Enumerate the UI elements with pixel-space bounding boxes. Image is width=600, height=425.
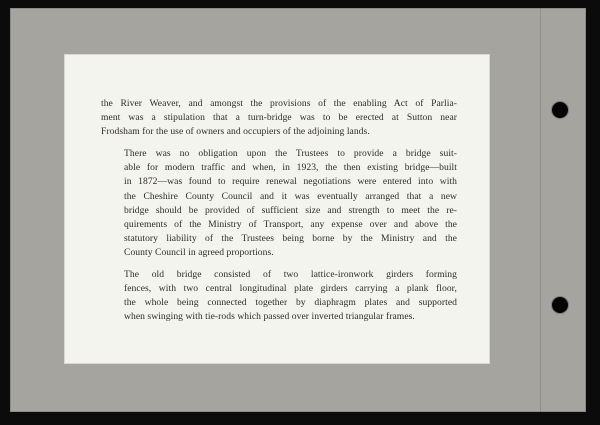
text-line: the whole being connected together by diaphragm plates and supported [124, 297, 457, 309]
album-board [10, 8, 586, 412]
text-line: ment was a stipulation that a turn-bridge was to be erected at Sutton near [101, 112, 457, 124]
paragraph-3 [101, 268, 457, 324]
paragraph-2 [101, 147, 457, 260]
text-line: able for modern traffic and when, in 1923, the then existing bridge—built [124, 162, 457, 174]
text-line: The old bridge consisted of two lattice-ironwork girders forming [124, 269, 457, 281]
punch-hole-top [552, 102, 568, 118]
text-line: Frodsham for the use of owners and occupiers of the adjoining lands. [101, 126, 370, 138]
text-line: bridge should be provided of sufficient size and strength to meet the re- [124, 204, 457, 216]
document-page [65, 55, 489, 363]
text-line: when swinging with tie-rods which passed over inverted triangular frames. [124, 311, 415, 323]
body-text [101, 97, 457, 332]
text-line: County Council in agreed proportions. [124, 246, 274, 258]
board-fold-line [540, 8, 541, 412]
text-line: fences, with two central longitudinal plate girders carrying a plank floor, [124, 283, 457, 295]
text-line: the Cheshire County Council and it was eventually arranged that a new [124, 190, 457, 202]
text-line: in 1872—was found to require renewal negotiations were entered into with [124, 176, 457, 188]
punch-hole-bottom [552, 297, 568, 313]
text-line: quirements of the Ministry of Transport, any expense over and above the [124, 218, 457, 230]
text-line: the River Weaver, and amongst the provisions of the enabling Act of Parlia- [101, 98, 457, 109]
paragraph-1 [101, 97, 457, 139]
text-line: There was no obligation upon the Trustees to provide a bridge suit- [124, 148, 457, 160]
text-line: statutory liability of the Trustees being borne by the Ministry and the [124, 232, 457, 244]
